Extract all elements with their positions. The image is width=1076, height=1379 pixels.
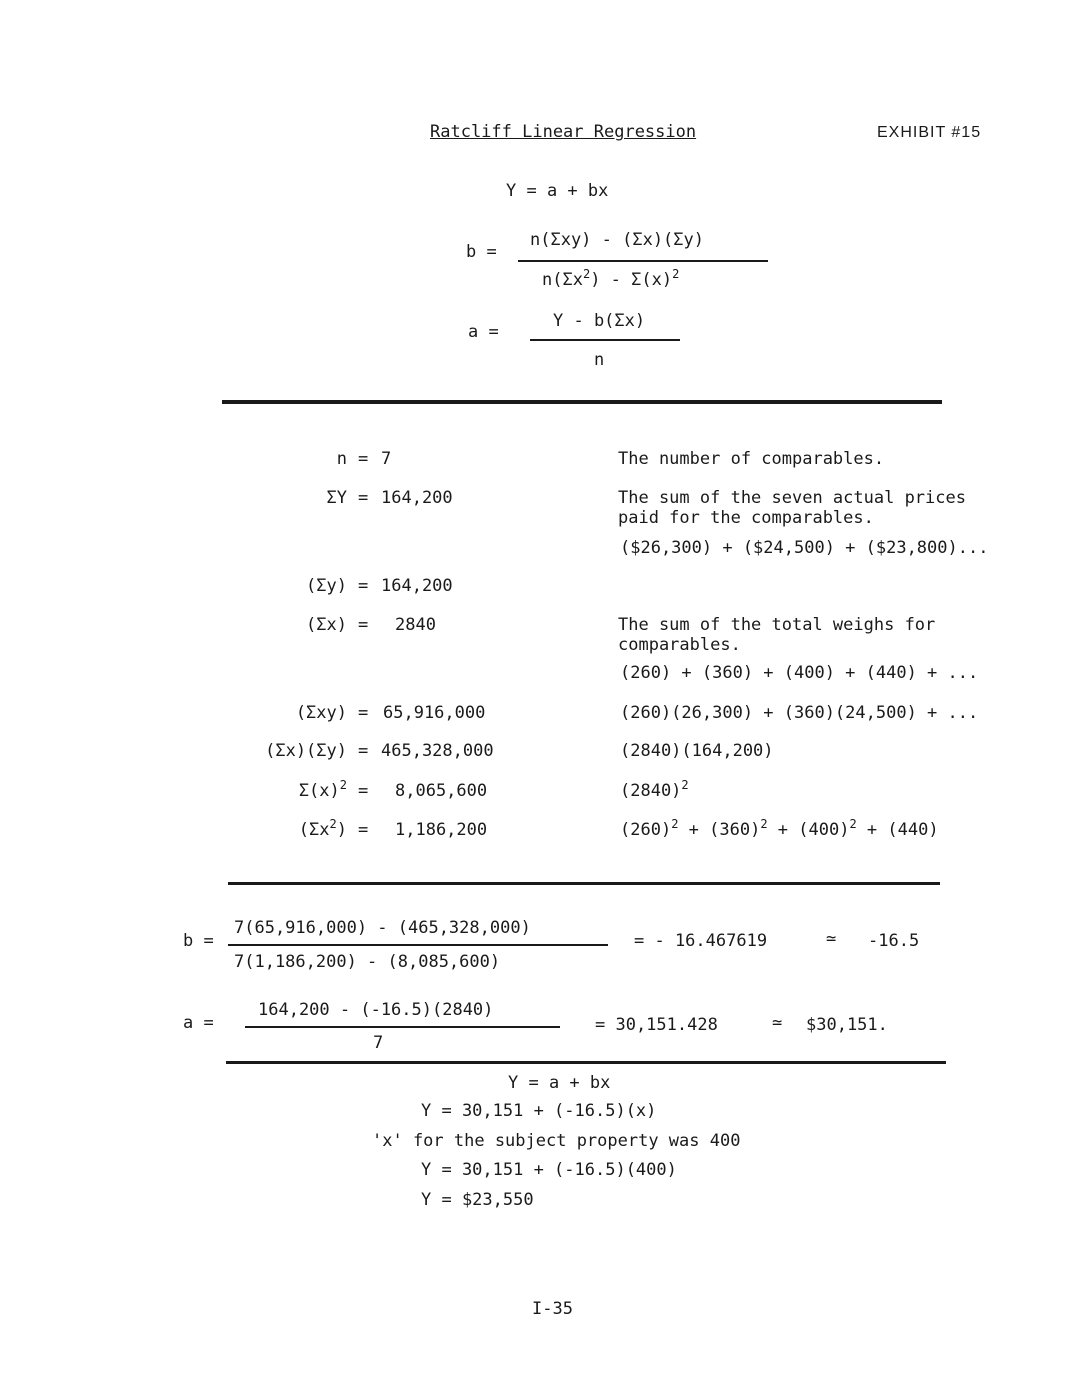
- final-calculation: Y = 30,151 + (-16.5)(400): [421, 1160, 677, 1180]
- a-formula-fraction-bar: [530, 339, 680, 341]
- value-eq: =: [358, 703, 369, 723]
- note-n: The number of comparables.: [618, 449, 885, 469]
- b-formula-numerator: n(Σxy) - (Σx)(Σy): [530, 230, 704, 250]
- note-sumx-line2: comparables.: [618, 635, 741, 655]
- b-formula-denominator: $n(\Sigma x^2) - \Sigma(x)^2$: [542, 267, 680, 290]
- section-divider: [222, 400, 942, 404]
- note-sumY-line3: ($26,300) + ($24,500) + ($23,800)...: [620, 538, 989, 558]
- regression-equation: Y = a + bx: [506, 181, 609, 201]
- exhibit-label: EXHIBIT #15: [877, 124, 982, 141]
- page-title: Ratcliff Linear Regression: [430, 122, 697, 142]
- section-divider: [228, 882, 940, 885]
- calc-b-numerator: 7(65,916,000) - (465,328,000): [234, 918, 531, 938]
- value-rhs: 2840: [395, 615, 436, 635]
- final-result: Y = $23,550: [421, 1190, 534, 1210]
- a-formula-label: a =: [468, 322, 499, 342]
- value-lhs: (Σx)(Σy): [265, 741, 347, 761]
- value-lhs: (Σxy): [295, 703, 347, 723]
- value-rhs: 65,916,000: [383, 703, 486, 723]
- subject-property-note: 'x' for the subject property was 400: [372, 1131, 741, 1151]
- final-substitution: Y = 30,151 + (-16.5)(x): [421, 1101, 657, 1121]
- value-lhs: ΣY: [326, 488, 347, 508]
- calc-a-result: = 30,151.428: [595, 1015, 718, 1035]
- calc-b-rounded: -16.5: [868, 931, 920, 951]
- a-formula-denominator: n: [594, 350, 605, 370]
- value-lhs: (Σy): [306, 576, 347, 596]
- calc-b-label: b =: [183, 931, 214, 951]
- b-formula-label: b =: [466, 242, 497, 262]
- final-equation: Y = a + bx: [508, 1073, 611, 1093]
- value-eq: =: [358, 488, 369, 508]
- calc-b-result: = - 16.467619: [634, 931, 768, 951]
- value-rhs: 164,200: [381, 488, 453, 508]
- approx-symbol: ≃: [772, 1013, 783, 1033]
- note-sumxy: (260)(26,300) + (360)(24,500) + ...: [620, 703, 979, 723]
- a-formula-numerator: Y - b(Σx): [553, 311, 646, 331]
- value-eq: =: [358, 449, 369, 469]
- value-lhs: (Σx): [306, 615, 347, 635]
- calc-b-fraction-bar: [228, 944, 608, 946]
- value-lhs: $\Sigma(x)^2$: [298, 778, 347, 801]
- section-divider: [226, 1061, 946, 1064]
- calc-a-rounded: $30,151.: [806, 1015, 888, 1035]
- note-sumx-line1: The sum of the total weighs for: [618, 615, 936, 635]
- calc-a-label: a =: [183, 1013, 214, 1033]
- value-rhs: 7: [381, 449, 392, 469]
- value-eq: =: [358, 741, 369, 761]
- note-sum-x2: $(260)^2 + (360)^2 + (400)^2 + (440)$: [620, 817, 939, 840]
- value-eq: =: [358, 820, 369, 840]
- approx-symbol: ≃: [826, 929, 837, 949]
- value-rhs: 1,186,200: [395, 820, 488, 840]
- note-sumx-sumy: (2840)(164,200): [620, 741, 774, 761]
- page-number: I-35: [532, 1299, 573, 1319]
- note-sumx-line3: (260) + (360) + (400) + (440) + ...: [620, 663, 979, 683]
- b-formula-fraction-bar: [518, 260, 768, 262]
- calc-a-denominator: 7: [373, 1033, 384, 1053]
- value-rhs: 465,328,000: [381, 741, 494, 761]
- value-eq: =: [358, 781, 369, 801]
- note-sumY-line1: The sum of the seven actual prices: [618, 488, 966, 508]
- note-sumY-line2: paid for the comparables.: [618, 508, 874, 528]
- value-eq: =: [358, 615, 369, 635]
- value-lhs: n: [336, 449, 347, 469]
- value-rhs: 164,200: [381, 576, 453, 596]
- value-eq: =: [358, 576, 369, 596]
- calc-a-numerator: 164,200 - (-16.5)(2840): [258, 1000, 494, 1020]
- calc-b-denominator: 7(1,186,200) - (8,085,600): [234, 952, 501, 972]
- calc-a-fraction-bar: [245, 1026, 560, 1028]
- value-lhs: $(\Sigma x^2)$: [298, 817, 347, 840]
- value-rhs: 8,065,600: [395, 781, 488, 801]
- note-sumx-squared: $(2840)^2$: [620, 778, 689, 801]
